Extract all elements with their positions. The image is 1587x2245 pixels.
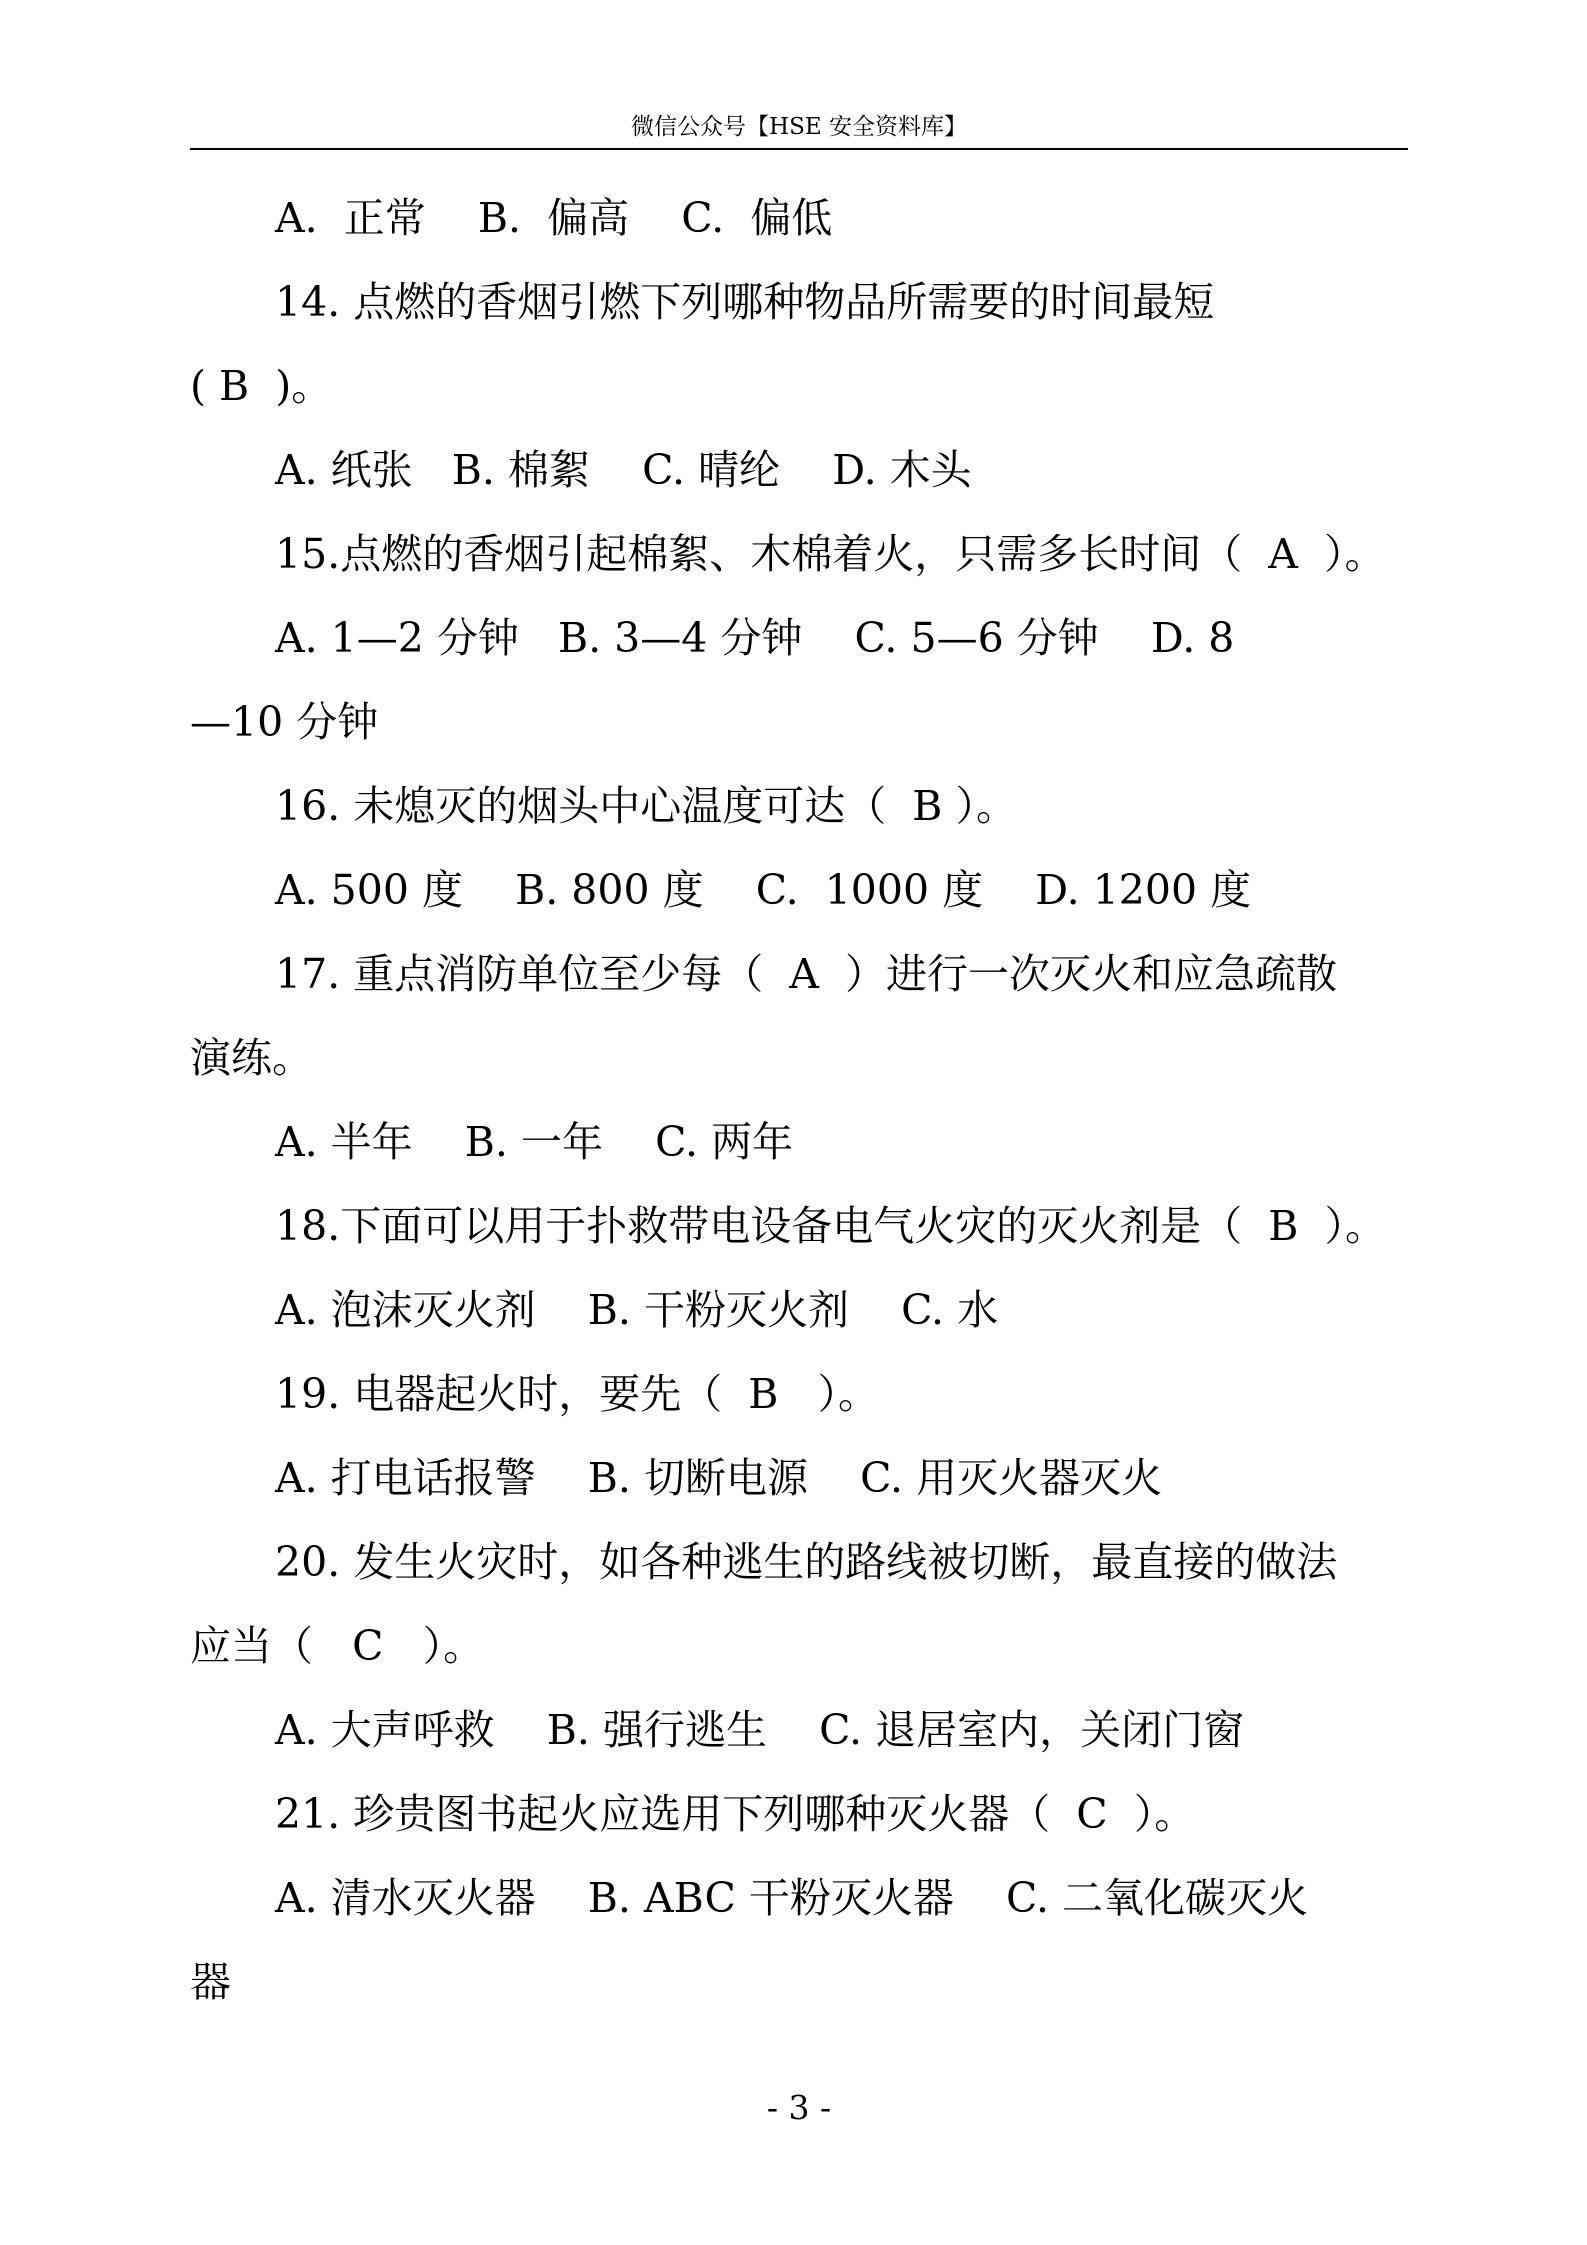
header-divider <box>190 148 1408 150</box>
text-line: 16. 未熄灭的烟头中心温度可达（ B ）。 <box>275 782 1017 830</box>
text-line: A. 大声呼救 B. 强行逃生 C. 退居室内，关闭门窗 <box>275 1706 1245 1754</box>
text-line: 15.点燃的香烟引起棉絮、木棉着火，只需多长时间（ A ）。 <box>275 530 1386 578</box>
text-line: 14. 点燃的香烟引燃下列哪种物品所需要的时间最短 <box>275 278 1215 326</box>
text-line: A. 正常 B. 偏高 C. 偏低 <box>275 194 833 242</box>
text-line: A. 半年 B. 一年 C. 两年 <box>275 1118 794 1166</box>
text-line: 17. 重点消防单位至少每（ A ）进行一次灭火和应急疏散 <box>275 950 1337 998</box>
text-line: —10 分钟 <box>190 698 379 746</box>
text-line: 应当（ C ）。 <box>190 1622 485 1670</box>
text-line: A. 清水灭火器 B. ABC 干粉灭火器 C. 二氧化碳灭火 <box>275 1874 1309 1922</box>
text-line: 20. 发生火灾时，如各种逃生的路线被切断，最直接的做法 <box>275 1538 1338 1586</box>
text-line: A. 纸张 B. 棉絮 C. 晴纶 D. 木头 <box>275 446 972 494</box>
text-line: A. 1—2 分钟 B. 3—4 分钟 C. 5—6 分钟 D. 8 <box>275 614 1235 662</box>
text-line: 器 <box>190 1958 231 2006</box>
text-line: 19. 电器起火时，要先（ B ）。 <box>275 1370 880 1418</box>
page-number: - 3 - <box>766 2088 832 2127</box>
document-body <box>190 176 1410 2024</box>
text-line: 演练。 <box>190 1034 313 1082</box>
text-line: ( B )。 <box>190 362 333 410</box>
page-header: 微信公众号【HSE 安全资料库】 <box>631 114 967 140</box>
text-line: A. 泡沫灭火剂 B. 干粉灭火剂 C. 水 <box>275 1286 999 1334</box>
text-line: 18.下面可以用于扑救带电设备电气火灾的灭火剂是（ B ）。 <box>275 1202 1386 1250</box>
text-line: A. 打电话报警 B. 切断电源 C. 用灭火器灭火 <box>275 1454 1163 1502</box>
text-line: 21. 珍贵图书起火应选用下列哪种灭火器（ C ）。 <box>275 1790 1196 1838</box>
text-line: A. 500 度 B. 800 度 C. 1000 度 D. 1200 度 <box>275 866 1252 914</box>
